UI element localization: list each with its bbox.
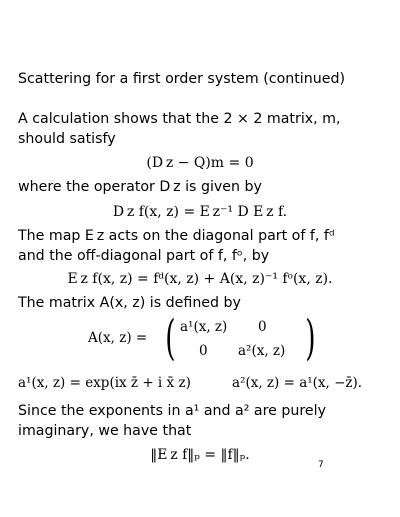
equation-5-left: a¹(x, z) = exp(ix z̄ + i x̄ z) (18, 375, 191, 391)
right-paren: ) (305, 310, 316, 366)
slide-title: Scattering for a first order system (continued) (18, 71, 345, 87)
matrix-a21: 0 (199, 343, 208, 359)
text-line-8: imaginary, we have that (18, 423, 192, 439)
left-paren: ( (165, 310, 176, 366)
text-line-1 (18, 112, 341, 126)
text-line-2: should satisfy (18, 131, 116, 147)
matrix-a12: 0 (258, 319, 267, 335)
equation-3: E z f(x, z) = fᵈ(x, z) + A(x, z)⁻¹ fᵒ(x, z). (67, 271, 333, 287)
equation-2: D z f(x, z) = E z⁻¹ D E z f. (112, 204, 288, 220)
equation-4 (0, 310, 400, 366)
matrix-lhs: A(x, z) = (88, 330, 148, 346)
text-line-3: where the operator D z is given by (18, 179, 262, 195)
text-line-1-content: A calculation shows that the 2 × 2 matrix, m, (18, 111, 341, 127)
equation-6: ‖E z f‖ₚ = ‖f‖ₚ. (150, 447, 250, 463)
text-line-5: and the off-diagonal part of f, fᵒ, by (18, 248, 270, 264)
text-line-6: The matrix A(x, z) is defined by (18, 295, 241, 311)
text-line-4: The map E z acts on the diagonal part of f, fᵈ (18, 228, 335, 244)
equation-1: (D z − Q)m = 0 (146, 155, 254, 171)
matrix-a22: a²(x, z) (238, 343, 286, 359)
equation-5-right: a²(x, z) = a¹(x, −z̄). (232, 375, 363, 391)
matrix-a11: a¹(x, z) (180, 319, 228, 335)
text-line-7: Since the exponents in a¹ and a² are purely (18, 403, 326, 419)
equation-5 (0, 377, 400, 397)
page-number: 7 (318, 460, 324, 470)
